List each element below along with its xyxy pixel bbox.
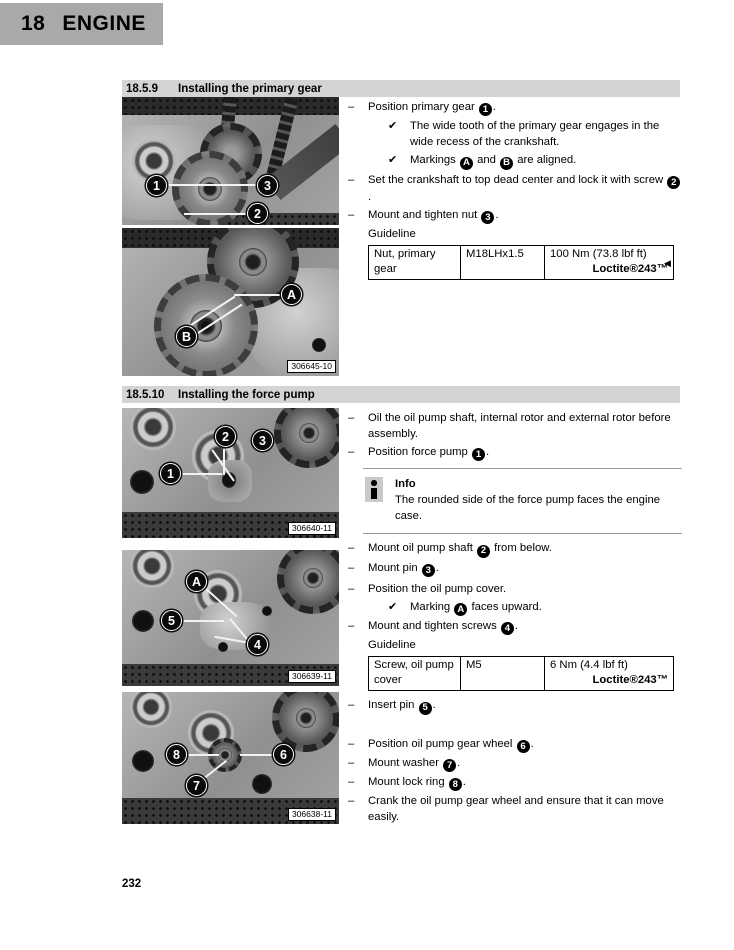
badge-3: 3 xyxy=(481,211,494,224)
instruction-item: – Mount and tighten nut 3 . xyxy=(346,207,682,224)
callout-2: 2 xyxy=(247,203,268,224)
gear-hub-graphic xyxy=(239,248,267,276)
instruction-item: – Position oil pump gear wheel 6 . xyxy=(346,736,682,753)
thread-cell: M18LHx1.5 xyxy=(461,246,545,280)
info-text: The rounded side of the force pump faces the engine case. xyxy=(395,494,661,523)
instruction-item: – Oil the oil pump shaft, internal rotor and external rotor before assembly. xyxy=(346,410,682,442)
guideline-label: Guideline xyxy=(368,228,416,240)
leader-line xyxy=(223,449,225,475)
callout-1: 1 xyxy=(160,463,181,484)
section-header-force-pump xyxy=(122,386,680,403)
check-item: ✔ The wide tooth of the primary gear engages in the wide recess of the crankshaft. xyxy=(346,118,682,150)
instruction-item: – Position the oil pump cover. xyxy=(346,581,682,597)
photo-force-pump-position xyxy=(122,408,339,538)
callout-3: 3 xyxy=(257,175,278,196)
badge-5: 5 xyxy=(419,702,432,715)
chapter-header xyxy=(0,3,163,45)
chapter-number: 18 xyxy=(21,12,46,35)
gear-hub-graphic xyxy=(296,708,316,728)
badge-2: 2 xyxy=(477,545,490,558)
section-1-instructions xyxy=(346,99,682,280)
check-item: ✔ Marking A faces upward. xyxy=(346,599,682,616)
screw-graphic xyxy=(262,606,272,616)
badge-7: 7 xyxy=(443,759,456,772)
callout-4: 4 xyxy=(247,634,268,655)
leader-line xyxy=(182,620,224,622)
instruction-item: – Insert pin 5 . xyxy=(346,697,682,714)
badge-8: 8 xyxy=(449,778,462,791)
torque-table xyxy=(368,245,674,280)
photo-ref-label: 306640-11 xyxy=(288,522,336,535)
section-number: 18.5.10 xyxy=(126,388,165,401)
table-row xyxy=(369,657,674,691)
chapter-title: ENGINE xyxy=(62,12,146,35)
spec-cell xyxy=(545,246,674,280)
thread-cell: M5 xyxy=(461,657,545,691)
gear-hub-graphic xyxy=(198,177,222,201)
instruction-item: – Mount oil pump shaft 2 from below. xyxy=(346,540,682,557)
photo-ref-label: 306638-11 xyxy=(288,808,336,821)
bearing-graphic xyxy=(130,692,172,728)
badge-2: 2 xyxy=(667,176,680,189)
hole-graphic xyxy=(130,470,154,494)
locking-agent: Loctite®243™ xyxy=(592,674,668,687)
info-box xyxy=(363,468,682,534)
info-content xyxy=(395,476,682,524)
instruction-item: – Set the crankshaft to top dead center and lock it with screw 2. xyxy=(346,172,682,205)
badge-1: 1 xyxy=(479,103,492,116)
callout-B: B xyxy=(176,326,197,347)
table-row xyxy=(369,246,674,280)
callout-3: 3 xyxy=(252,430,273,451)
photo-primary-gear-position xyxy=(122,97,339,225)
badge-1: 1 xyxy=(472,448,485,461)
check-item: ✔ Markings A and B are aligned. xyxy=(346,152,682,169)
screw-graphic xyxy=(218,642,228,652)
leader-line xyxy=(180,473,222,475)
instruction-item: – Mount and tighten screws 4 . xyxy=(346,618,682,635)
callout-1: 1 xyxy=(146,175,167,196)
section-title: Installing the force pump xyxy=(178,388,315,401)
spec-cell xyxy=(545,657,674,691)
callout-8: 8 xyxy=(166,744,187,765)
torque-value: 100 Nm (73.8 lbf ft) xyxy=(550,248,647,260)
badge-6: 6 xyxy=(517,740,530,753)
callout-7: 7 xyxy=(186,775,207,796)
section-2-instructions xyxy=(346,410,682,827)
badge-4: 4 xyxy=(501,622,514,635)
callout-6: 6 xyxy=(273,744,294,765)
info-icon xyxy=(365,477,383,502)
leader-line xyxy=(234,294,282,296)
leader-line xyxy=(166,184,259,186)
photo-primary-gear-markings xyxy=(122,228,339,376)
photo-oil-pump-gear-wheel xyxy=(122,692,339,824)
badge-3: 3 xyxy=(422,564,435,577)
instruction-item: – Mount lock ring 8 . xyxy=(346,774,682,791)
hole-graphic xyxy=(132,610,154,632)
instruction-item: – Mount pin 3 . xyxy=(346,560,682,577)
bearing-graphic xyxy=(130,408,176,450)
photo-ref-label: 306645-10 xyxy=(287,360,336,373)
hole-graphic xyxy=(252,774,272,794)
torque-table xyxy=(368,656,674,691)
callout-A: A xyxy=(281,284,302,305)
callout-2: 2 xyxy=(215,426,236,447)
leader-line xyxy=(240,754,276,756)
badge-A: A xyxy=(454,603,467,616)
instruction-item: – Crank the oil pump gear wheel and ensure that it can move easily. xyxy=(346,793,682,825)
locking-agent: Loctite®243™ xyxy=(592,263,668,275)
instruction-item: – Position force pump 1 . xyxy=(346,444,682,461)
leader-line xyxy=(184,213,250,215)
gear-hub-graphic xyxy=(299,423,319,443)
badge-A: A xyxy=(460,157,473,170)
change-marker-icon: ◀ xyxy=(664,258,671,268)
callout-5: 5 xyxy=(161,610,182,631)
part-cell: Nut, primary gear xyxy=(369,246,461,280)
badge-B: B xyxy=(500,157,513,170)
hole-graphic xyxy=(312,338,326,352)
torque-value: 6 Nm (4.4 lbf ft) xyxy=(550,659,628,672)
gear-hub-graphic xyxy=(303,568,323,588)
page-number: 232 xyxy=(122,878,142,890)
photo-oil-pump-cover xyxy=(122,550,339,686)
section-title: Installing the primary gear xyxy=(178,82,322,95)
section-header-primary-gear xyxy=(122,80,680,97)
callout-A: A xyxy=(186,571,207,592)
bearing-graphic xyxy=(130,550,174,588)
instruction-item: – Position primary gear 1 . xyxy=(346,99,682,116)
instruction-item: – Mount washer 7 . xyxy=(346,755,682,772)
info-title: Info xyxy=(395,478,416,491)
part-cell: Screw, oil pump cover xyxy=(369,657,461,691)
section-number: 18.5.9 xyxy=(126,82,158,95)
hole-graphic xyxy=(132,750,154,772)
guideline-label: Guideline xyxy=(368,639,416,652)
photo-ref-label: 306639-11 xyxy=(288,670,336,683)
leader-line xyxy=(185,754,219,756)
